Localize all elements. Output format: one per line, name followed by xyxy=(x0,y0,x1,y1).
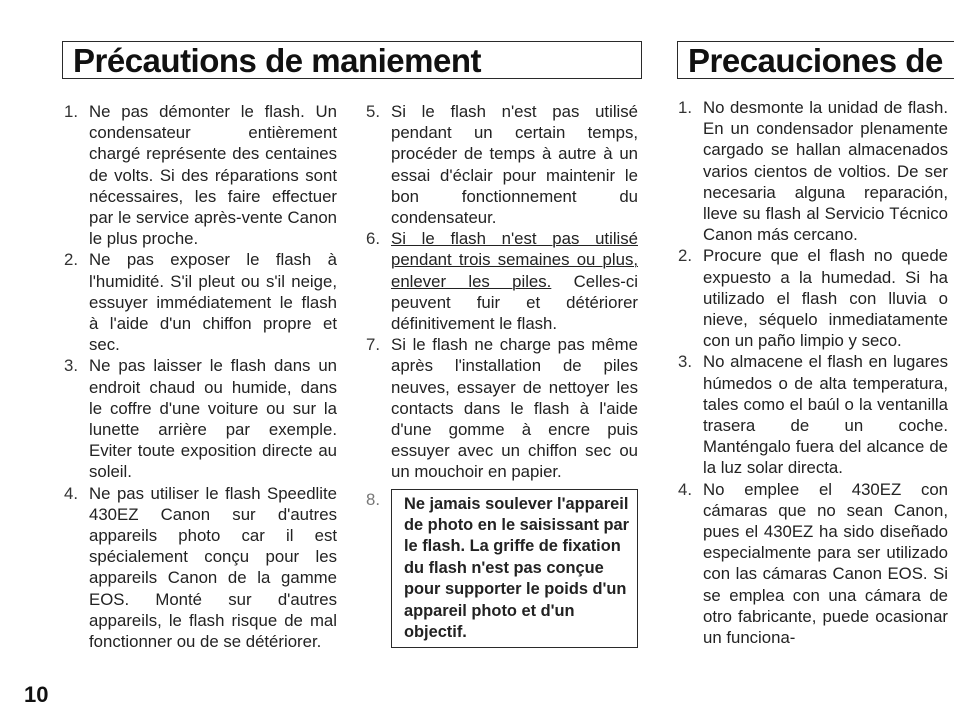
list-item xyxy=(678,245,948,351)
item-number: 1. xyxy=(678,98,692,117)
item-number: 3. xyxy=(678,352,692,372)
left-page-title: Précautions de maniement xyxy=(73,42,481,79)
item-text: No desmonte la unidad de flash. En un condensador plenamente cargado se hallan almacenados varios cientos de voltios. De ser necesaria alguna reparación, lleve su flash al Servicio Técnico Canon más cercano. xyxy=(703,98,948,245)
right-column xyxy=(678,97,948,648)
item-number: 6. xyxy=(366,229,380,249)
warning-box xyxy=(391,489,638,648)
item-text: Ne pas démonter le flash. Un condensateur entièrement chargé représente des centaines de volts. Si des réparations sont nécessaires, les faire effectuer par le service après-vente Canon le plus proche. xyxy=(89,102,337,249)
item-number: 4. xyxy=(64,483,78,503)
item-text: Si le flash n'est pas utilisé pendant un certain temps, procéder de temps à autre à un essai d'éclair pour maintenir le bon fonctionnement du condensateur. xyxy=(391,102,638,228)
item-number: 7. xyxy=(366,335,380,355)
warning-text: Ne jamais soulever l'appareil de photo en le saisissant par le flash. La griffe de fixation du flash n'est pas conçue pour supporter le poids d'un appareil photo et d'un objectif. xyxy=(404,494,629,642)
item-text: Procure que el flash no quede expuesto a la humedad. Si ha utilizado el flash con lluvia o nieve, séquelo inmediatamente con un paño limpio y seco. xyxy=(703,246,948,351)
list-item xyxy=(64,249,337,355)
item-text: Ne pas laisser le flash dans un endroit chaud ou humide, dans le coffre d'une voiture ou sur la lunette arrière par exemple. Eviter toute exposition directe au soleil. xyxy=(89,356,337,482)
item-number: 5. xyxy=(366,102,380,121)
list-item xyxy=(366,334,638,482)
item-number: 2. xyxy=(64,250,78,270)
item-text: Si le flash ne charge pas même après l'installation de piles neuves, essayer de nettoyer les contacts dans le flash à l'aide d'une gomme à encre puis essuyer avec un chiffon sec ou un mouchoir en papier. xyxy=(391,335,638,482)
boxed-warning-item xyxy=(366,489,638,648)
list-item xyxy=(678,479,948,649)
list-item xyxy=(64,101,337,249)
item-number: 8. xyxy=(366,489,380,509)
item-text: No almacene el flash en lugares húmedos o de alta temperatura, tales como el baúl o la ventanilla trasera de un coche. Manténgalo fuera del alcance de la luz solar directa. xyxy=(703,352,948,478)
list-item xyxy=(64,483,337,653)
list-item xyxy=(366,101,638,228)
item-text: No emplee el 430EZ con cámaras que no sean Canon, pues el 430EZ ha sido diseñado especialmente para ser utilizado con las cámaras Canon EOS. Si se emplea con una cámara de otro fabricante, puede ocasionar un funciona- xyxy=(703,479,948,648)
item-text: Ne pas utiliser le flash Speedlite 430EZ Canon sur d'autres appareils photo car il est spécialement conçu pour les appareils Canon de la gamme EOS. Monté sur d'autres appareils, le flash risque de mal fonctionner ou de se détériorer. xyxy=(89,483,337,652)
list-item xyxy=(678,351,948,478)
item-text-continued: Celles-ci peuvent fuir et détériorer définitivement le flash. xyxy=(391,271,638,334)
list-item xyxy=(64,355,337,482)
item-text: Ne pas exposer le flash à l'humidité. S'il pleut ou s'il neige, essuyer immédiatement le flash à l'aide d'un chiffon propre et sec. xyxy=(89,250,337,355)
left-page-title-box xyxy=(62,41,642,79)
underlined-warning-text: Si le flash n'est pas utilisé pendant trois semaines ou plus, enlever les piles. xyxy=(391,229,638,291)
item-number: 4. xyxy=(678,479,692,499)
page-number: 10 xyxy=(24,682,49,707)
list-item xyxy=(366,228,638,334)
left-column-1 xyxy=(64,101,337,652)
right-page-title: Precauciones de xyxy=(688,42,943,79)
item-number: 2. xyxy=(678,246,692,266)
item-text xyxy=(391,228,638,334)
left-column-2 xyxy=(366,101,638,648)
item-number: 3. xyxy=(64,356,78,376)
list-item xyxy=(678,97,948,245)
item-number: 1. xyxy=(64,102,78,121)
right-page-title-box xyxy=(677,41,954,79)
